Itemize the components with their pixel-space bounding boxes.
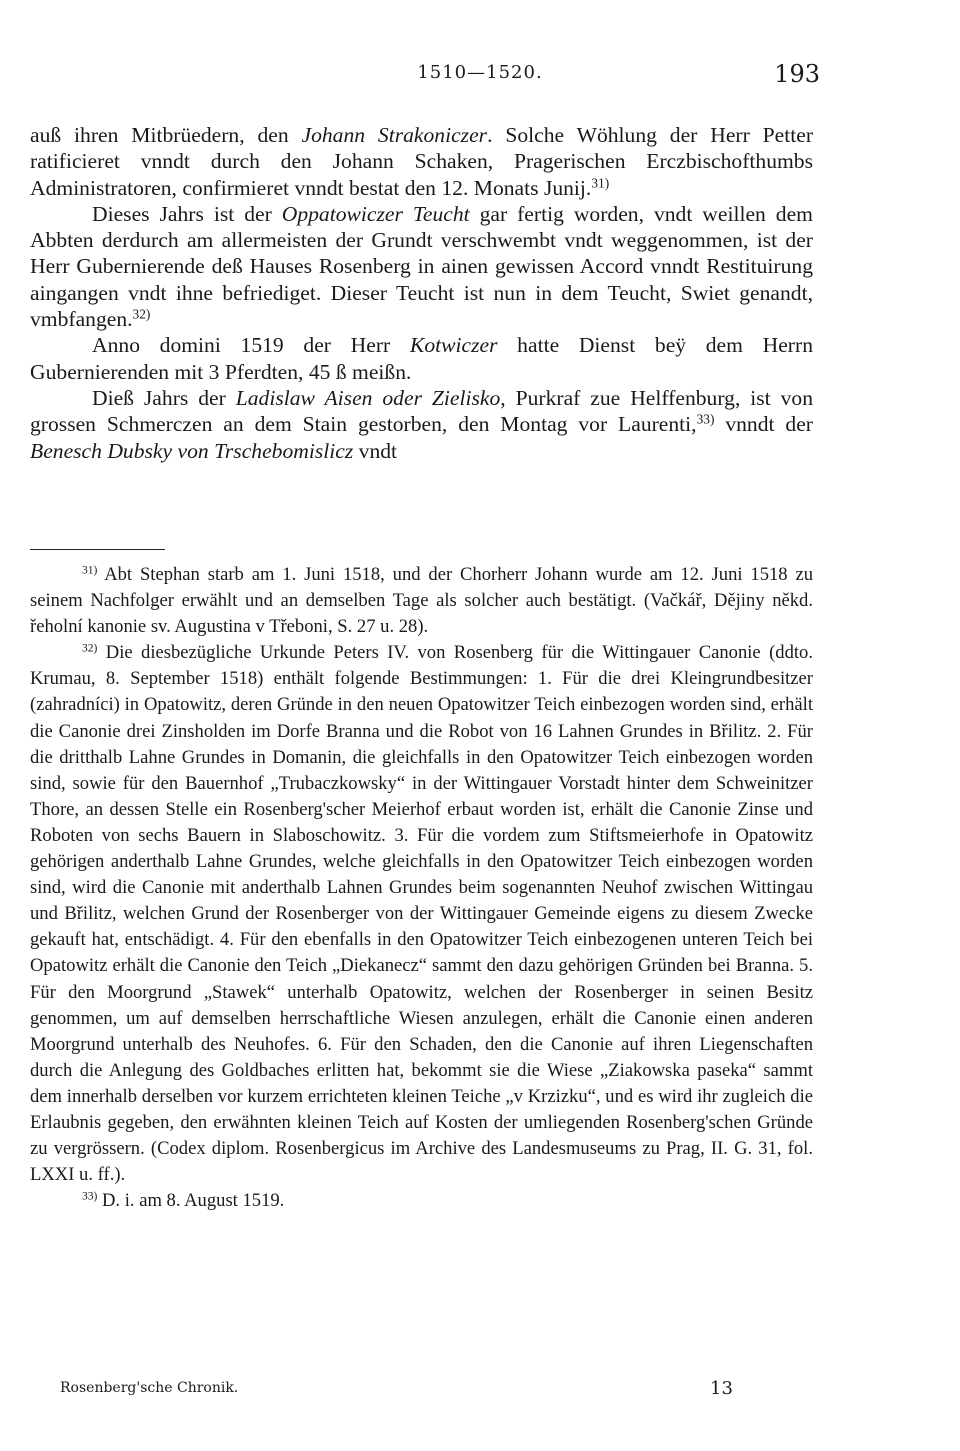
text-run: vnndt der	[714, 412, 814, 437]
footnote	[30, 640, 813, 1188]
text-run: gar fertig worden, vndt weillen dem Abbten derdurch am allermeisten der Grundt verschwembt vndt weggenommen, ist der Herr Gubernierende deß Hauses Rosenberg in ainen gewissen Accord vnndt Restituirung aingangen vndt ihne befriediget. Dieser Teucht ist nun in dem Teucht, Swiet genandt, vmbfangen.	[30, 201, 813, 332]
italic-name: Johann Strakoniczer	[301, 123, 488, 147]
signature-mark: 13	[710, 1378, 733, 1399]
footnote-ref: 33)	[696, 411, 715, 427]
text-run: Abt Stephan starb am 1. Juni 1518, und der Chorherr Johann wurde am 12. Juni 1518 zu seinem Nachfolger erwählt und an demselben Tage als solcher auch bestätigt. (Vačkář, Dějiny někd. řeholní kanonie sv. Augustina v Třeboni, S. 27 u. 28).	[30, 564, 813, 638]
text-run: Die diesbezügliche Urkunde Peters IV. von Rosenberg für die Wittingauer Canonie (ddto. Krumau, 8. September 1518) enthält folgende Bestimmungen: 1. Für die drei Kleingrundbesitzer (zahradníci) in Opatowitz, deren Gründe in den neuen Opatowitzer Teich einbezogen worden sind, erhält die Canonie drei Zinsholden im Dorfe Branna und die Robot von 16 Lahnen Grundes in Břilitz. 2. Für die dritthalb Lahne Grundes in Domanin, die gleichfalls in den Opatowitzer Teich einbezogen worden sind, sowie für den Bauernhof „Trubaczkowsky“ in der Wittingauer Vorstadt hinter dem Schweinitzer Thore, an dessen Stelle ein Rosenberg'scher Meierhof erbaut worden ist, erhält die Canonie Zinse und Roboten von sechs Bauern in Slaboschowitz. 3. Für die vordem zum Stiftsmeierhofe in Opatowitz gehörigen anderthalb Lahne Grundes, welche gleichfalls in den Opatowitzer Teich einbezogen worden sind, wird die Canonie mit anderthalb Lahnen Grundes beim sogenannten Neuhof zwischen Wittingau und Břilitz, welchen Grund der Rosenberger von der Wittingauer Gemeinde eigens zu diesem Zwecke gekauft hat, entschädigt. 4. Für den ebenfalls in den Opatowitzer Teich einbezogenen unteren Teich bei Opatowitz erhält die Canonie den Teich „Diekanecz“ sammt den dazu gehörigen Gründen bei Branna. 5. Für den Moorgrund „Stawek“ unterhalb Opatowitz, welchen der Rosenberger in seinen Besitz genommen, um auf demselben herrschaftliche Wiesen anzulegen, erhält die Canonie einen anderen Moorgrund unterhalb des Neuhofes. 6. Für den Schaden, den die Canonie auf ihren Liegenschaften durch die Anlegung des Goldbaches erlitten hat, bekommt sie die Wiese „Ziakowska paseka“ sammt dem innerhalb derselben vor kurzem errichteten kleinen Teiche „v Krzizku“, und es wird ihr zugleich die Erlaubnis gegeben, den erwähnten kleinen Teich auf Kosten der umliegenden Rosenberg'schen Gründe zu vergrössern. (Codex diplom. Rosenbergicus im Archive des Landesmuseums zu Prag, II. G. 31, fol. LXXI u. ff.).	[30, 642, 813, 1186]
page-footer	[60, 1378, 760, 1402]
text-run: D. i. am 8. August 1519.	[97, 1190, 285, 1212]
footnote-ref: 32)	[82, 642, 98, 655]
italic-name: Ladislaw Aisen oder Zielisko	[235, 385, 501, 410]
text-run: Anno domini 1519 der Herr	[92, 333, 410, 358]
text-run: vndt	[353, 438, 398, 463]
footnote	[30, 1188, 813, 1214]
page-number: 193	[774, 60, 820, 88]
footnote-ref: 32)	[132, 306, 151, 322]
running-header	[30, 60, 930, 94]
footnote	[30, 562, 813, 640]
text-run: auß ihren Mitbrüedern, den	[30, 123, 302, 147]
paragraph	[30, 332, 813, 385]
text-run: , Purkraf zue Helffenburg, ist von grossen Schmerczen an dem Stain gestorben, den Montag vor Laurenti,	[30, 385, 813, 437]
paragraph	[30, 385, 813, 464]
main-text	[30, 122, 813, 464]
running-head-years: 1510—1520.	[417, 62, 543, 83]
text-run: hatte Dienst beÿ dem Herrn Gubernierenden mit 3 Pferdten, 45 ß meißn.	[30, 333, 813, 384]
paragraph	[30, 201, 813, 332]
text-run: Dieses Jahrs ist der	[92, 201, 282, 226]
italic-name: Oppatowiczer Teucht	[281, 201, 470, 226]
text-run: Dieß Jahrs der	[92, 385, 236, 410]
footer-title: Rosenberg'sche Chronik.	[60, 1380, 239, 1396]
footnote-ref: 31)	[82, 564, 98, 577]
footnotes	[30, 562, 813, 1214]
italic-name: Kotwiczer	[409, 333, 498, 358]
italic-name: Benesch Dubsky von Trschebomislicz	[30, 438, 354, 463]
footnote-divider	[30, 549, 165, 550]
footnote-ref: 33)	[82, 1190, 98, 1203]
footnote-ref: 31)	[591, 175, 610, 191]
paragraph	[30, 122, 813, 201]
text-run: . Solche Wöhlung der Herr Petter ratificieret vnndt durch den Johann Schaken, Pragerischen Erczbischofthumbs Administratoren, confirmieret vnndt bestat den 12. Monats Junij.	[30, 123, 814, 200]
